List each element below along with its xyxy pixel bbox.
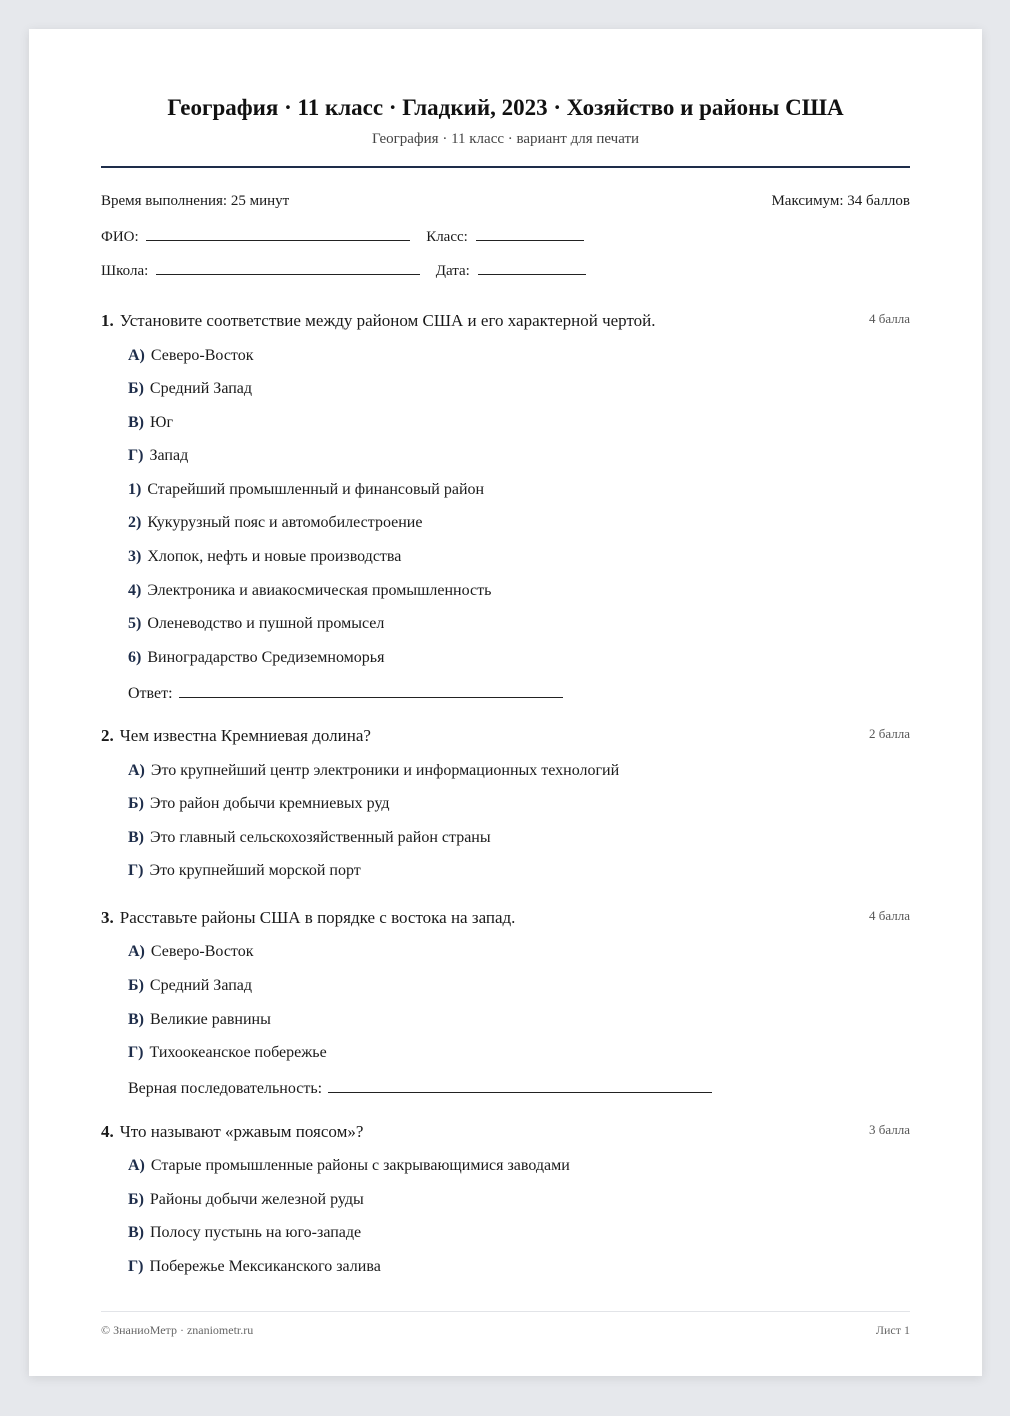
page-footer — [101, 1323, 910, 1338]
option-item — [128, 943, 253, 961]
option-text: Электроника и авиакосмическая промышленность — [147, 582, 492, 599]
answer-row — [128, 1078, 712, 1098]
answer-input-line[interactable] — [328, 1078, 712, 1093]
question-header — [101, 726, 910, 748]
option-label: Б) — [128, 977, 144, 994]
option-text: Старые промышленные районы с закрывающимися заводами — [150, 1157, 570, 1174]
option-item — [128, 795, 390, 813]
option-label: 5) — [128, 615, 142, 632]
option-text: Это главный сельскохозяйственный район страны — [150, 829, 491, 846]
option-label: В) — [128, 1224, 144, 1241]
option-text: Это крупнейший центр электроники и информационных технологий — [150, 762, 620, 779]
option-label: А) — [128, 1157, 145, 1174]
meta-row — [101, 193, 910, 210]
option-item — [128, 347, 253, 365]
question-text: Что называют «ржавым поясом»? — [119, 1122, 364, 1141]
school-label: Школа: — [101, 263, 149, 279]
option-label: 2) — [128, 514, 142, 531]
page-title: География · 11 класс · Гладкий, 2023 · Хозяйство и районы США — [167, 95, 844, 120]
option-text: Оленеводство и пушной промысел — [147, 615, 385, 632]
option-item — [128, 1224, 361, 1242]
question-number: 4. — [101, 1122, 114, 1141]
question-1 — [101, 311, 910, 702]
footer-divider — [101, 1311, 910, 1312]
option-text: Районы добычи железной руды — [149, 1191, 364, 1208]
title-divider — [101, 166, 910, 168]
option-text: Великие равнины — [150, 1011, 271, 1028]
footer-copyright: © ЗнаниоМетр · znaniometr.ru — [101, 1323, 254, 1337]
option-label: Б) — [128, 380, 144, 397]
class-label: Класс: — [426, 229, 468, 245]
max-score: Максимум: 34 баллов — [771, 193, 910, 209]
option-label: Г) — [128, 862, 144, 879]
fio-input-line[interactable] — [146, 226, 410, 241]
question-header — [101, 311, 910, 333]
question-text: Установите соответствие между районом США и его характерной чертой. — [119, 311, 656, 330]
option-item — [128, 582, 491, 600]
option-text: Полосу пустынь на юго-западе — [150, 1224, 362, 1241]
option-item — [128, 548, 401, 566]
class-input-line[interactable] — [476, 226, 584, 241]
option-item — [128, 762, 619, 780]
question-header — [101, 908, 910, 930]
option-label: 1) — [128, 481, 142, 498]
option-label: Б) — [128, 1191, 144, 1208]
question-points: 2 балла — [869, 726, 910, 741]
school-input-line[interactable] — [156, 260, 420, 275]
question-points: 4 балла — [869, 311, 910, 326]
option-item — [128, 1191, 364, 1209]
option-label: А) — [128, 943, 145, 960]
option-text: Запад — [149, 447, 189, 464]
option-item — [128, 514, 422, 532]
question-text: Расставьте районы США в порядке с востока на запад. — [119, 908, 516, 927]
time-limit: Время выполнения: 25 минут — [101, 193, 290, 209]
option-label: В) — [128, 829, 144, 846]
option-label: 6) — [128, 649, 142, 666]
name-class-row — [101, 226, 910, 246]
option-item — [128, 1258, 381, 1276]
question-text: Чем известна Кремниевая долина? — [119, 726, 371, 745]
option-label: А) — [128, 762, 145, 779]
option-text: Юг — [150, 414, 174, 431]
option-item — [128, 1011, 271, 1029]
option-item — [128, 829, 491, 847]
option-item — [128, 481, 484, 499]
question-number: 1. — [101, 311, 114, 330]
question-3 — [101, 908, 910, 1097]
option-text: Виноградарство Средиземноморья — [147, 649, 385, 666]
option-label: Г) — [128, 1258, 144, 1275]
option-text: Средний Запад — [149, 977, 253, 994]
option-label: А) — [128, 347, 145, 364]
question-2 — [101, 726, 910, 879]
option-text: Побережье Мексиканского залива — [149, 1258, 381, 1275]
question-header — [101, 1122, 910, 1144]
option-item — [128, 414, 173, 432]
option-label: 4) — [128, 582, 142, 599]
option-label: 3) — [128, 548, 142, 565]
option-text: Старейший промышленный и финансовый район — [147, 481, 485, 498]
answer-label: Верная последовательность: — [128, 1080, 323, 1097]
option-text: Хлопок, нефть и новые производства — [147, 548, 402, 565]
option-label: В) — [128, 1011, 144, 1028]
page-number: Лист 1 — [875, 1323, 910, 1337]
option-item — [128, 1044, 327, 1062]
option-item — [128, 447, 188, 465]
answer-input-line[interactable] — [179, 683, 563, 698]
worksheet-page — [29, 29, 982, 1376]
page-subtitle: География · 11 класс · вариант для печати — [371, 131, 640, 147]
option-item — [128, 1157, 570, 1175]
option-text: Кукурузный пояс и автомобилестроение — [147, 514, 423, 531]
option-text: Северо-Восток — [150, 347, 254, 364]
option-item — [128, 862, 361, 880]
option-item — [128, 380, 252, 398]
question-points: 3 балла — [869, 1122, 910, 1137]
option-label: Б) — [128, 795, 144, 812]
option-item — [128, 649, 384, 667]
option-text: Северо-Восток — [150, 943, 254, 960]
option-item — [128, 615, 384, 633]
question-points: 4 балла — [869, 908, 910, 923]
answer-row — [128, 683, 563, 703]
option-text: Это район добычи кремниевых руд — [149, 795, 390, 812]
option-text: Средний Запад — [149, 380, 253, 397]
date-input-line[interactable] — [478, 260, 586, 275]
fio-label: ФИО: — [101, 229, 139, 245]
date-label: Дата: — [435, 263, 470, 279]
question-number: 3. — [101, 908, 114, 927]
option-label: Г) — [128, 447, 144, 464]
question-number: 2. — [101, 726, 114, 745]
answer-label: Ответ: — [128, 685, 173, 702]
option-text: Это крупнейший морской порт — [149, 862, 361, 879]
question-4 — [101, 1122, 910, 1275]
option-item — [128, 977, 252, 995]
option-label: Г) — [128, 1044, 144, 1061]
school-date-row — [101, 260, 910, 280]
option-text: Тихоокеанское побережье — [149, 1044, 327, 1061]
option-label: В) — [128, 414, 144, 431]
